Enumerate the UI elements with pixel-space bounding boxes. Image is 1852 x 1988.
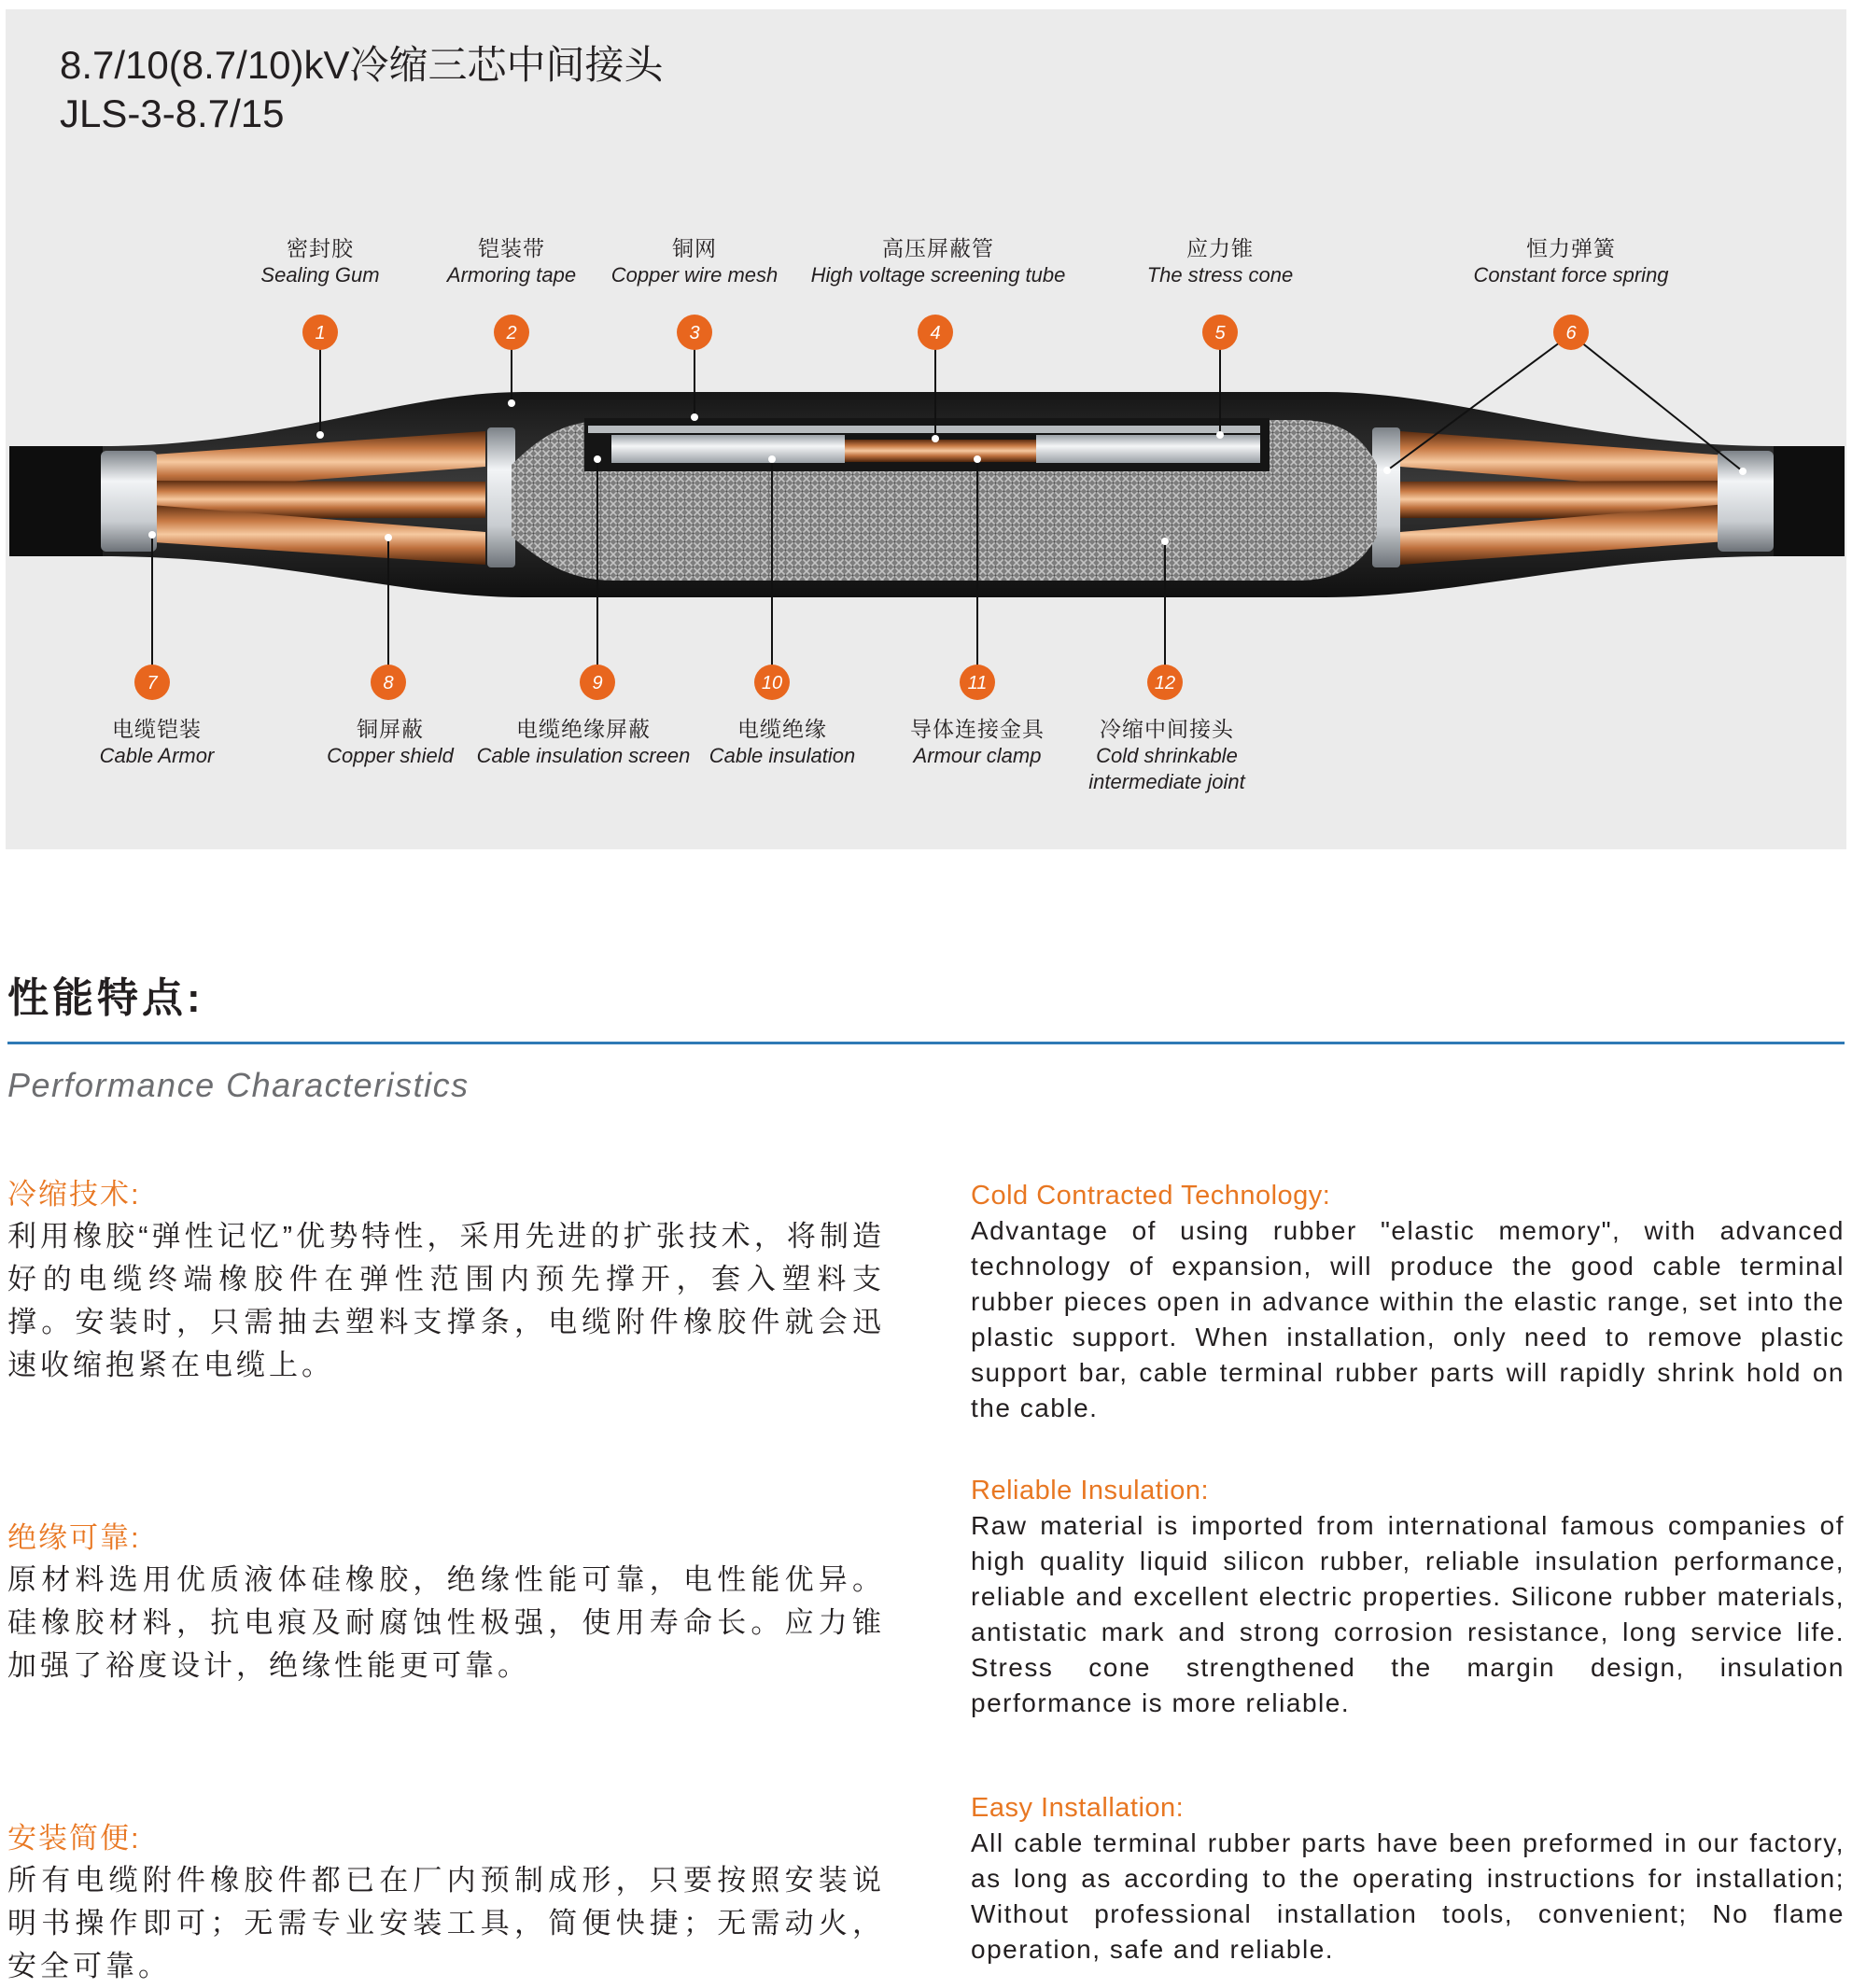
feature-cn-reliable-insulation <box>7 1518 885 1687</box>
label-cable-insulation-screen: 电缆绝缘屏蔽 Cable insulation screen <box>476 717 691 767</box>
feature-cn-body: 原材料选用优质液体硅橡胶，绝缘性能可靠，电性能优异。硅橡胶材料，抗电痕及耐腐蚀性极强，使用寿命长。应力锥加强了裕度设计，绝缘性能更可靠。 <box>7 1563 885 1682</box>
callout-number-7: 7 <box>147 673 158 693</box>
callout-number-4: 4 <box>930 323 941 343</box>
feature-en-easy-installation <box>971 1790 1845 1967</box>
product-title-line1: 8.7/10(8.7/10)kV冷缩三芯中间接头 <box>60 43 664 87</box>
feature-en-title: Reliable Insulation: <box>971 1476 1210 1505</box>
feature-cn-title: 安装简便: <box>7 1822 141 1855</box>
label-armoring-tape: 铠装带 Armoring tape <box>446 236 577 287</box>
feature-en-title: Easy Installation: <box>971 1793 1185 1823</box>
section-heading: 性能特点: <box>7 975 204 1021</box>
label-copper-wire-mesh: 铜网 Copper wire mesh <box>610 236 779 287</box>
callout-number-9: 9 <box>592 673 603 693</box>
callout-number-5: 5 <box>1214 323 1226 343</box>
label-stress-cone: 应力锥 The stress cone <box>1146 236 1294 287</box>
label-cold-shrinkable-joint: 冷缩中间接头 Cold shrinkable intermediate joint <box>1088 717 1245 793</box>
label-cable-armor: 电缆铠装 Cable Armor <box>99 717 215 767</box>
label-copper-shield: 铜屏蔽 Copper shield <box>327 717 454 767</box>
label-sealing-gum: 密封胶 Sealing Gum <box>260 236 380 287</box>
feature-cn-body: 所有电缆附件橡胶件都已在厂内预制成形，只要按照安装说明书操作即可；无需专业安装工具，简便快捷；无需动火，安全可靠。 <box>7 1864 885 1982</box>
callout-number-10: 10 <box>761 673 783 693</box>
feature-en-body: All cable terminal rubber parts have been preformed in our factory, as long as according to the operating instructions for installation; Without professional installation tools, convenient; No flame operation, safe and reliable. <box>971 1828 1845 1964</box>
callout-number-11: 11 <box>967 673 988 693</box>
callout-markers <box>134 315 1589 700</box>
callout-number-2: 2 <box>506 323 517 343</box>
feature-en-body: Raw material is imported from international famous companies of high quality liquid silicon rubber, reliable insulation performance, reliable and excellent electric properties. Silicone rubber materials, antistatic mark and strong corrosion resistance, long service life. Stress cone strengthened the margin design, insulation performance is more reliable. <box>971 1511 1845 1717</box>
section-divider <box>7 1042 1845 1044</box>
callout-number-8: 8 <box>383 673 394 693</box>
feature-cn-title: 绝缘可靠: <box>7 1521 141 1554</box>
feature-en-cold-technology <box>971 1178 1845 1426</box>
callout-number-3: 3 <box>689 323 700 343</box>
feature-en-reliable-insulation <box>971 1473 1845 1721</box>
section-subheading: Performance Characteristics <box>7 1066 470 1104</box>
label-armour-clamp: 导体连接金具 Armour clamp <box>910 717 1045 767</box>
callout-number-1: 1 <box>315 323 326 343</box>
feature-cn-cold-technology <box>7 1174 885 1387</box>
callout-number-12: 12 <box>1154 673 1176 693</box>
label-cable-insulation: 电缆绝缘 Cable insulation <box>709 717 856 767</box>
feature-cn-body: 利用橡胶“弹性记忆”优势特性，采用先进的扩张技术，将制造好的电缆终端橡胶件在弹性范围内预先撑开，套入塑料支撑。安装时，只需抽去塑料支撑条，电缆附件橡胶件就会迅速收缩抱紧在电缆上。 <box>7 1220 885 1381</box>
product-model: JLS-3-8.7/15 <box>60 91 285 135</box>
label-screening-tube: 高压屏蔽管 High voltage screening tube <box>810 236 1066 287</box>
feature-cn-title: 冷缩技术: <box>7 1178 141 1211</box>
feature-cn-easy-installation <box>7 1818 885 1988</box>
feature-en-body: Advantage of using rubber "elastic memory", with advanced technology of expansion, will produce the good cable terminal rubber pieces open in advance within the elastic range, set into the plastic support. When installation, only need to remove plastic support bar, cable terminal rubber parts will rapidly shrink hold on the cable. <box>971 1216 1845 1422</box>
label-constant-force-spring: 恒力弹簧 Constant force spring <box>1473 236 1669 287</box>
feature-en-title: Cold Contracted Technology: <box>971 1181 1331 1211</box>
callout-number-6: 6 <box>1565 323 1577 343</box>
